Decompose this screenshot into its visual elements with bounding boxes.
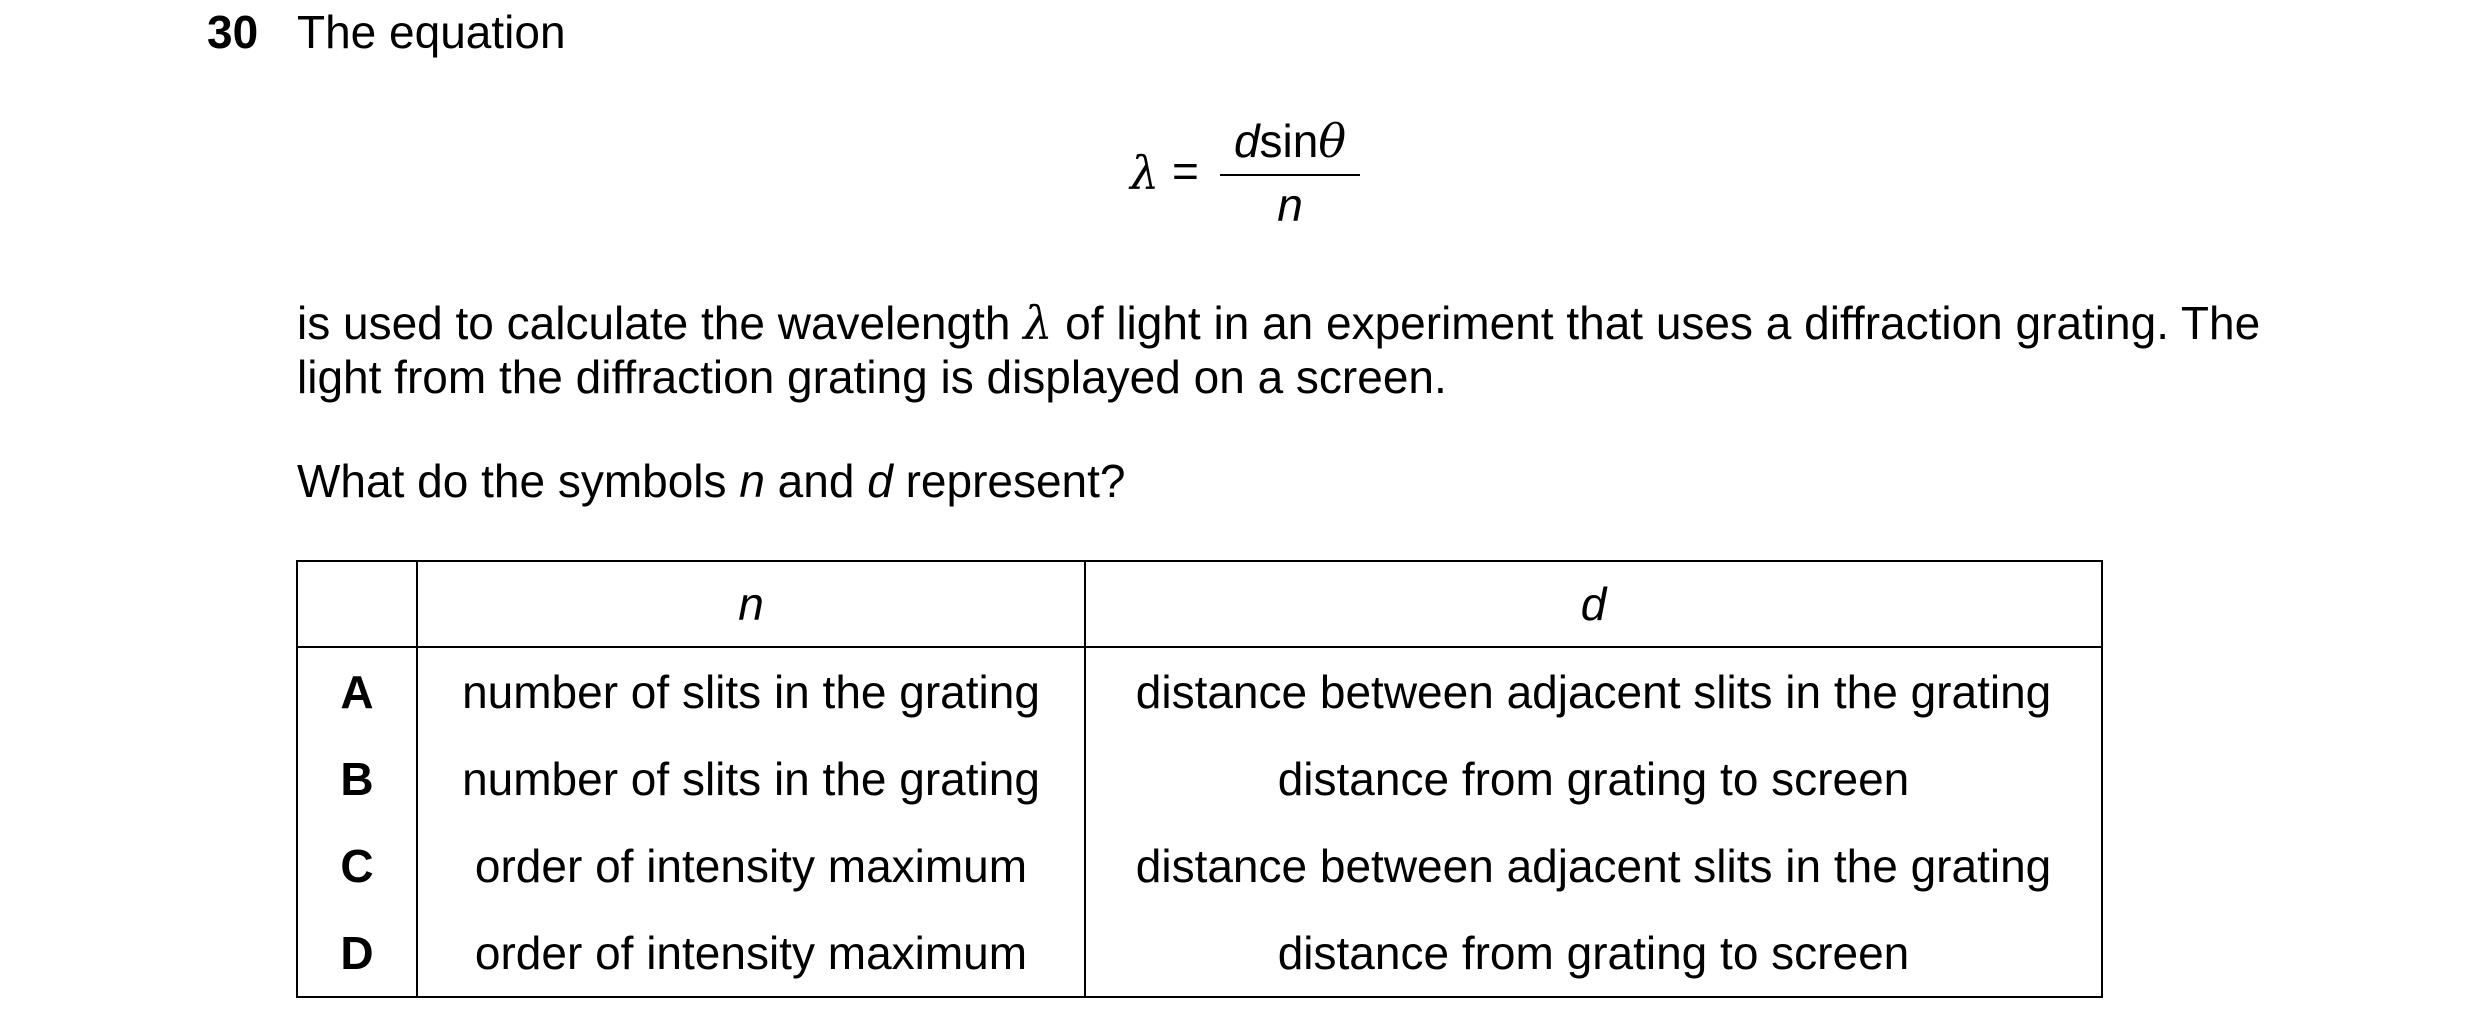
option-d: distance from grating to screen [1085, 735, 2102, 822]
header-d: d [1085, 561, 2102, 647]
prompt-part3: represent? [892, 455, 1126, 507]
equation-lambda: λ [1130, 146, 1160, 200]
option-d: distance between adjacent slits in the grating [1085, 822, 2102, 909]
equation-numerator-theta: θ [1318, 114, 1347, 168]
equation-denominator: n [1277, 179, 1303, 231]
table-row [297, 735, 2102, 822]
wavelength-equation [1130, 115, 1370, 245]
question-number: 30 [207, 6, 259, 58]
option-n: number of slits in the grating [417, 735, 1085, 822]
option-letter: C [297, 822, 417, 909]
option-n: order of intensity maximum [417, 909, 1085, 997]
paragraph-part1: is used to calculate the wavelength [297, 297, 1024, 349]
paragraph-part2: of light in an experiment that uses a diffraction grating. The light from the diffraction grating is displayed on a screen. [297, 297, 2261, 403]
paragraph-lambda: λ [1023, 296, 1053, 350]
option-d: distance from grating to screen [1085, 909, 2102, 997]
prompt-symbol-n: n [739, 455, 765, 507]
table-row [297, 909, 2102, 997]
option-d: distance between adjacent slits in the grating [1085, 647, 2102, 735]
equation-numerator-d: d [1233, 115, 1260, 167]
equation-numerator [1220, 115, 1360, 167]
prompt-symbol-d: d [867, 455, 893, 507]
question-prompt [297, 454, 1126, 508]
prompt-part2: and [764, 455, 868, 507]
table-header-row [297, 561, 2102, 647]
header-n: n [417, 561, 1085, 647]
answer-options-table [296, 560, 2103, 998]
option-letter: A [297, 647, 417, 735]
option-letter: D [297, 909, 417, 997]
equation-equals: = [1172, 145, 1199, 197]
question-paragraph [297, 296, 2317, 404]
table-row [297, 822, 2102, 909]
option-letter: B [297, 735, 417, 822]
option-n: order of intensity maximum [417, 822, 1085, 909]
prompt-part1: What do the symbols [297, 455, 740, 507]
question-intro: The equation [297, 6, 566, 58]
equation-fraction-bar [1220, 174, 1360, 176]
option-n: number of slits in the grating [417, 647, 1085, 735]
equation-numerator-sin: sin [1259, 115, 1319, 167]
table-row [297, 647, 2102, 735]
header-letter [297, 561, 417, 647]
